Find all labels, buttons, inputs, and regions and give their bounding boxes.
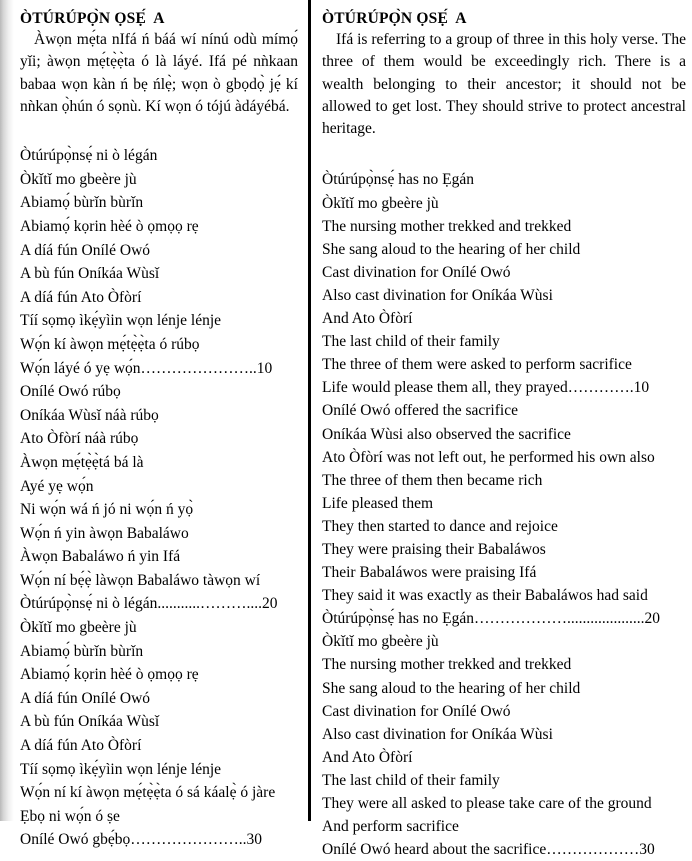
verse-line: Abiamọ́ bùrǐn bùrǐn (20, 642, 144, 660)
verse-line: Wọ́n ń yin àwọn Babaláwo (20, 524, 189, 542)
verse-line: Onílé Owó gbẹ́bọ…………………..30 (20, 831, 262, 849)
verse-line: Life pleased them (322, 494, 434, 512)
verse-line: Wọ́n ní bẹ́ẹ̀ làwọn Babaláwo tàwọn wí (20, 571, 261, 589)
verse-line: The last child of their family (322, 771, 500, 789)
right-column-intro-paragraph: Ifá is referring to a group of three in this holy verse. The three of them would be exceedingly rich. There is a wealth belonging to their ancestor; it should not be allowed to get lost. They should strive to protect ancestral heritage. (322, 31, 686, 138)
verse-line: And Ato Òfòrí (322, 748, 413, 766)
verse-line: They were all asked to please take care of the ground (322, 795, 652, 813)
verse-line: Òkǐtǐ mo gbeère jù (322, 633, 439, 651)
verse-line: Òtúrúpọ̀nsẹ́ ni ò légán...........………....20 (20, 595, 278, 613)
right-column-heading: ÒTÚRÚPỌ̀N ỌSẸ́ A (322, 10, 467, 27)
verse-line: Cast divination for Onílé Owó (322, 263, 511, 281)
left-column-intro-paragraph: Àwọn mẹ́ta nIfá ń báá wí nínú odù mímọ́ yǐi; àwọn mẹ́tẹ̀ẹ̀ta ó là láyé. Ifá pé nǹkaan babaa wọn kàn ń bẹ ńlẹ̀; wọn ò gbọdọ̀ jẹ́ kí nǹkan ọ̀hún ó sọnù. Kí wọn ó tójú àdáyébá. (20, 31, 298, 115)
verse-line: And Ato Òfòrí (322, 310, 413, 328)
verse-line: Ato Òfòrí náà rúbọ (20, 430, 139, 448)
verse-line: Oníkáa Wùsǐ náà rúbọ (20, 406, 159, 424)
verse-line: Òkǐtǐ mo gbeère jù (20, 619, 137, 637)
left-column (0, 0, 308, 849)
verse-line: Also cast divination for Oníkáa Wùsi (322, 286, 553, 304)
verse-line: She sang aloud to the hearing of her child (322, 679, 581, 697)
left-column-verse-list (20, 144, 298, 852)
verse-line: The nursing mother trekked and trekked (322, 217, 572, 235)
verse-line: Abiamọ́ kọrin hèé ò ọmọọ rẹ (20, 666, 199, 684)
verse-line: A bù fún Oníkáa Wùsǐ (20, 265, 160, 283)
verse-line: Wọ́n ní kí àwọn mẹ́tẹ̀ẹ̀ta ó sá káalẹ̀ ó jàre (20, 784, 276, 802)
verse-line: Tíí sọmọ ìkẹ́yìin wọn lénje lénje (20, 312, 222, 330)
verse-line: They were praising their Babaláwos (322, 540, 546, 558)
verse-line: The nursing mother trekked and trekked (322, 656, 572, 674)
verse-line: Onílé Owó rúbọ (20, 383, 121, 401)
right-column (311, 0, 692, 859)
verse-line: A díá fún Onílé Owó (20, 241, 151, 259)
verse-line: The three of them were asked to perform sacrifice (322, 356, 632, 374)
verse-line: Wọ́n láyé ó yẹ wọ́n…………………..10 (20, 359, 273, 377)
verse-line: Ẹbọ ni wọ́n ó ṣe (20, 807, 120, 825)
verse-line: Òkǐtǐ mo gbeère jù (20, 170, 137, 188)
verse-line: And perform sacrifice (322, 818, 459, 836)
verse-line: Their Babaláwos were praising Ifá (322, 564, 537, 582)
right-column-verse-list (322, 168, 686, 861)
verse-line: Àwọn Babaláwo ń yin Ifá (20, 548, 181, 566)
verse-line: Onílé Owó heard about the sacrifice………………30 (322, 841, 655, 859)
verse-line: They said it was exactly as their Babaláwos had said (322, 587, 648, 605)
verse-line: Life would please them all, they prayed………….10 (322, 379, 650, 397)
verse-line: The three of them then became rich (322, 471, 543, 489)
verse-line: Ato Òfòrí was not left out, he performed his own also (322, 448, 655, 466)
verse-line: She sang aloud to the hearing of her child (322, 240, 581, 258)
verse-line: A díá fún Onílé Owó (20, 689, 151, 707)
verse-line: A bù fún Oníkáa Wùsǐ (20, 713, 160, 731)
verse-line: A díá fún Ato Òfòrí (20, 737, 142, 755)
verse-line: Òkǐtǐ mo gbeère jù (322, 194, 439, 212)
verse-line: Àwọn mẹ́tẹ̀ẹ̀tá bá là (20, 453, 144, 471)
verse-line: Abiamọ́ kọrin hèé ò ọmọọ rẹ (20, 217, 199, 235)
verse-line: Onílé Owó offered the sacrifice (322, 402, 518, 420)
verse-line: Cast divination for Onílé Owó (322, 702, 511, 720)
verse-line: Also cast divination for Oníkáa Wùsi (322, 725, 553, 743)
verse-line: Ayé yẹ wọ́n (20, 477, 94, 495)
verse-line: Abiamọ́ bùrǐn bùrǐn (20, 194, 144, 212)
verse-line: Oníkáa Wùsi also observed the sacrifice (322, 425, 571, 443)
left-column-heading: ÒTÚRÚPỌ̀N ỌSẸ́ A (20, 10, 165, 27)
verse-line: Òtúrúpọ̀nsẹ́ has no Ẹgán (322, 171, 474, 189)
verse-line: Wọ́n kí àwọn mẹ́tẹ̀ẹ̀ta ó rúbọ (20, 335, 200, 353)
verse-line: Òtúrúpọ̀nsẹ́ has no Ẹgán………………....................20 (322, 610, 660, 628)
verse-line: The last child of their family (322, 333, 500, 351)
verse-line: A díá fún Ato Òfòrí (20, 288, 142, 306)
verse-line: They then started to dance and rejoice (322, 517, 558, 535)
verse-line: Tíí sọmọ ìkẹ́yìin wọn lénje lénje (20, 760, 222, 778)
verse-line: Ni wọ́n wá ń jó ni wọ́n ń yọ̀ (20, 501, 194, 519)
verse-line: Òtúrúpọ̀nsẹ́ ni ò légán (20, 147, 158, 165)
